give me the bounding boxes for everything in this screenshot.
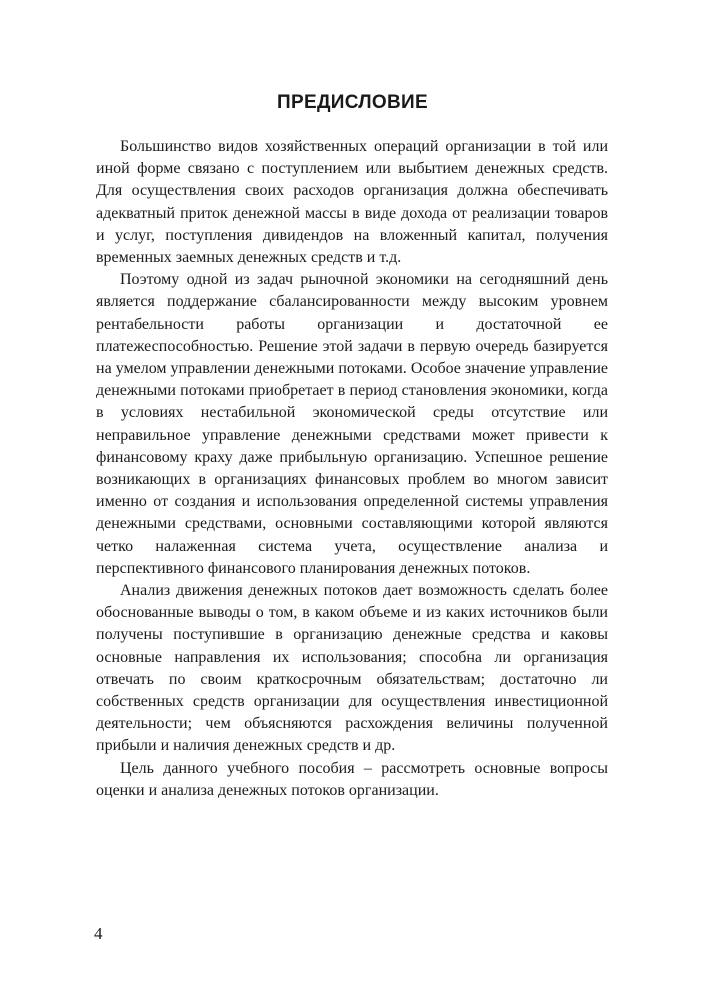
page-title: ПРЕДИСЛОВИЕ: [277, 92, 428, 113]
paragraph-3: Анализ движения денежных потоков дает возможность сделать более обоснованные выводы о том, в каком объеме и из каких источников были получены поступившие в организацию денежные средства и каковы основные направления их использования; способна ли организация отвечать по своим краткосрочным обязательствам; достаточно ли собственных средств организации для осуществления инвестиционной деятельности; чем объясняются расхождения величины полученной прибыли и наличия денежных средств и др.: [96, 582, 608, 755]
preface-body: [96, 136, 608, 802]
page-number: 4: [94, 924, 103, 943]
paragraph-2: Поэтому одной из задач рыночной экономики на сегодняшний день является поддержание сбалансированности между высоким уровнем рентабельности работы организации и достаточной ее платежеспособностью. Решение этой задачи в первую очередь базируется на умелом управлении денежными потоками. Особое значение управление денежными потоками приобретает в период становления экономики, когда в условиях нестабильной экономической среды отсутствие или неправильное управление денежными средствами может привести к финансовому краху даже прибыльную организацию. Успешное решение возникающих в организациях финансовых проблем во многом зависит именно от создания и использования определенной системы управления денежными средствами, основными составляющими которой являются четко налаженная система учета, осуществление анализа и перспективного финансового планирования денежных потоков.: [96, 271, 608, 577]
paragraph-1: Большинство видов хозяйственных операций организации в той или иной форме связано с поступлением или выбытием денежных средств. Для осуществления своих расходов организация должна обеспечивать адекватный приток денежной массы в виде дохода от реализации товаров и услуг, поступления дивидендов на вложенный капитал, получения временных заемных денежных средств и т.д.: [96, 138, 608, 267]
paragraph-4: Цель данного учебного пособия – рассмотреть основные вопросы оценки и анализа денежных потоков организации.: [96, 759, 608, 799]
